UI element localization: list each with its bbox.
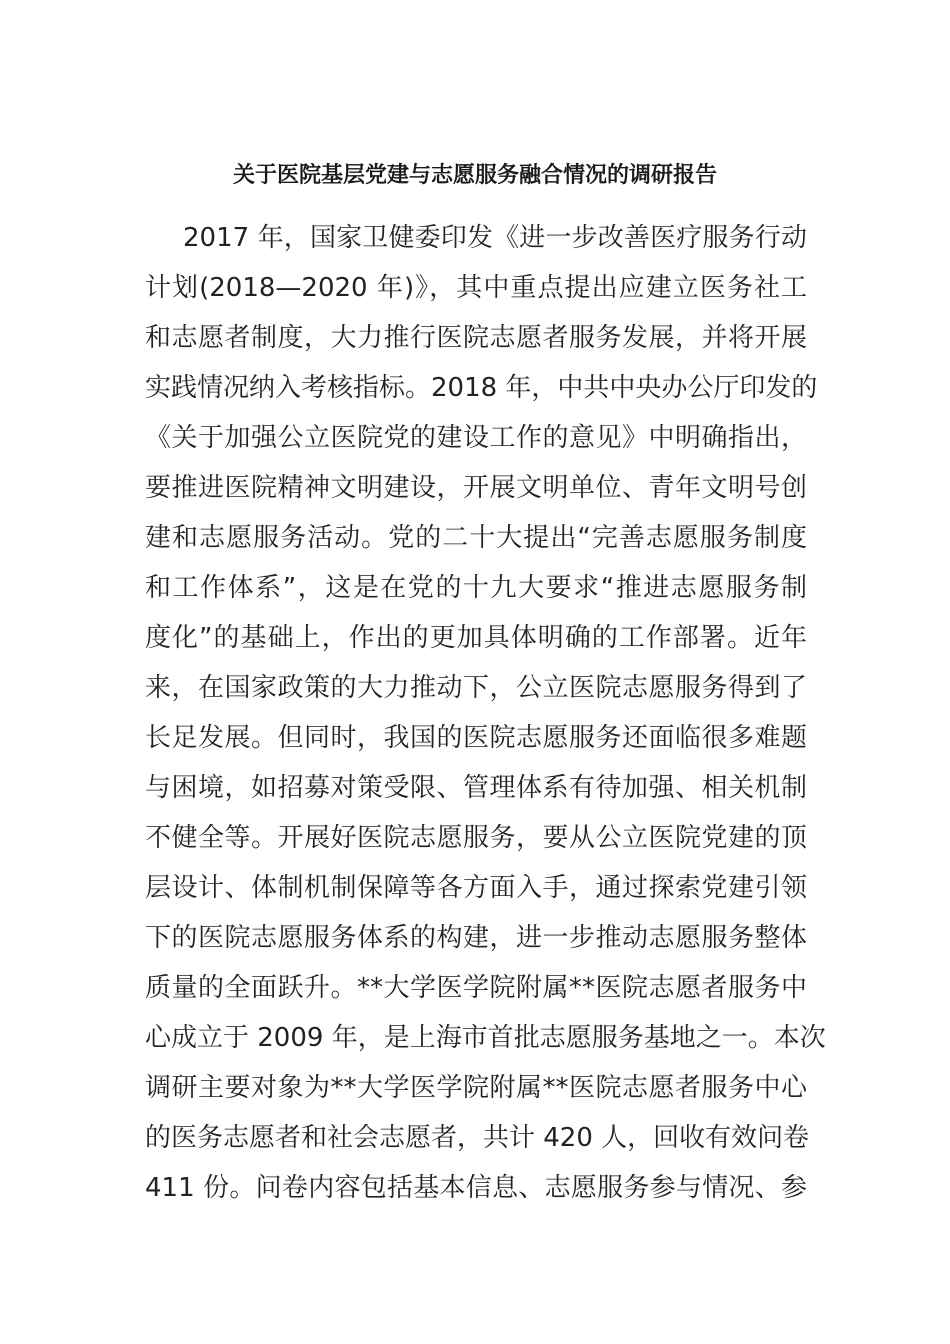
body-line: 计划(2018—2020 年)》，其中重点提出应建立医务社工 [145, 273, 807, 303]
body-line: 要推进医院精神文明建设，开展文明单位、青年文明号创 [145, 473, 807, 503]
body-line: 和工作体系”，这是在党的十九大要求“推进志愿服务制 [145, 573, 807, 603]
body-line: 长足发展。但同时，我国的医院志愿服务还面临很多难题 [145, 723, 807, 753]
body-line: 与困境，如招募对策受限、管理体系有待加强、相关机制 [145, 773, 807, 803]
body-line: 来，在国家政策的大力推动下，公立医院志愿服务得到了 [145, 673, 807, 703]
body-line: 《关于加强公立医院党的建设工作的意见》中明确指出， [145, 423, 807, 453]
body-line: 实践情况纳入考核指标。2018 年，中共中央办公厅印发的 [145, 373, 818, 403]
body-line: 层设计、体制机制保障等各方面入手，通过探索党建引领 [145, 873, 807, 903]
body-line: 2017 年，国家卫健委印发《进一步改善医疗服务行动 [183, 223, 807, 253]
body-line: 不健全等。开展好医院志愿服务，要从公立医院党建的顶 [145, 823, 807, 853]
document-title: 关于医院基层党建与志愿服务融合情况的调研报告 [232, 163, 717, 188]
document-body [145, 216, 826, 1216]
body-line: 的医务志愿者和社会志愿者，共计 420 人，回收有效问卷 [145, 1123, 810, 1153]
body-line: 质量的全面跃升。**大学医学院附属**医院志愿者服务中 [145, 973, 807, 1003]
body-line: 411 份。问卷内容包括基本信息、志愿服务参与情况、参 [145, 1173, 807, 1203]
body-line: 建和志愿服务活动。党的二十大提出“完善志愿服务制度 [145, 523, 807, 553]
body-line: 心成立于 2009 年，是上海市首批志愿服务基地之一。本次 [145, 1023, 826, 1053]
body-line: 调研主要对象为**大学医学院附属**医院志愿者服务中心 [145, 1073, 807, 1103]
body-line: 下的医院志愿服务体系的构建，进一步推动志愿服务整体 [145, 923, 807, 953]
body-line: 度化”的基础上，作出的更加具体明确的工作部署。近年 [145, 623, 807, 653]
body-line: 和志愿者制度，大力推行医院志愿者服务发展，并将开展 [145, 323, 807, 353]
